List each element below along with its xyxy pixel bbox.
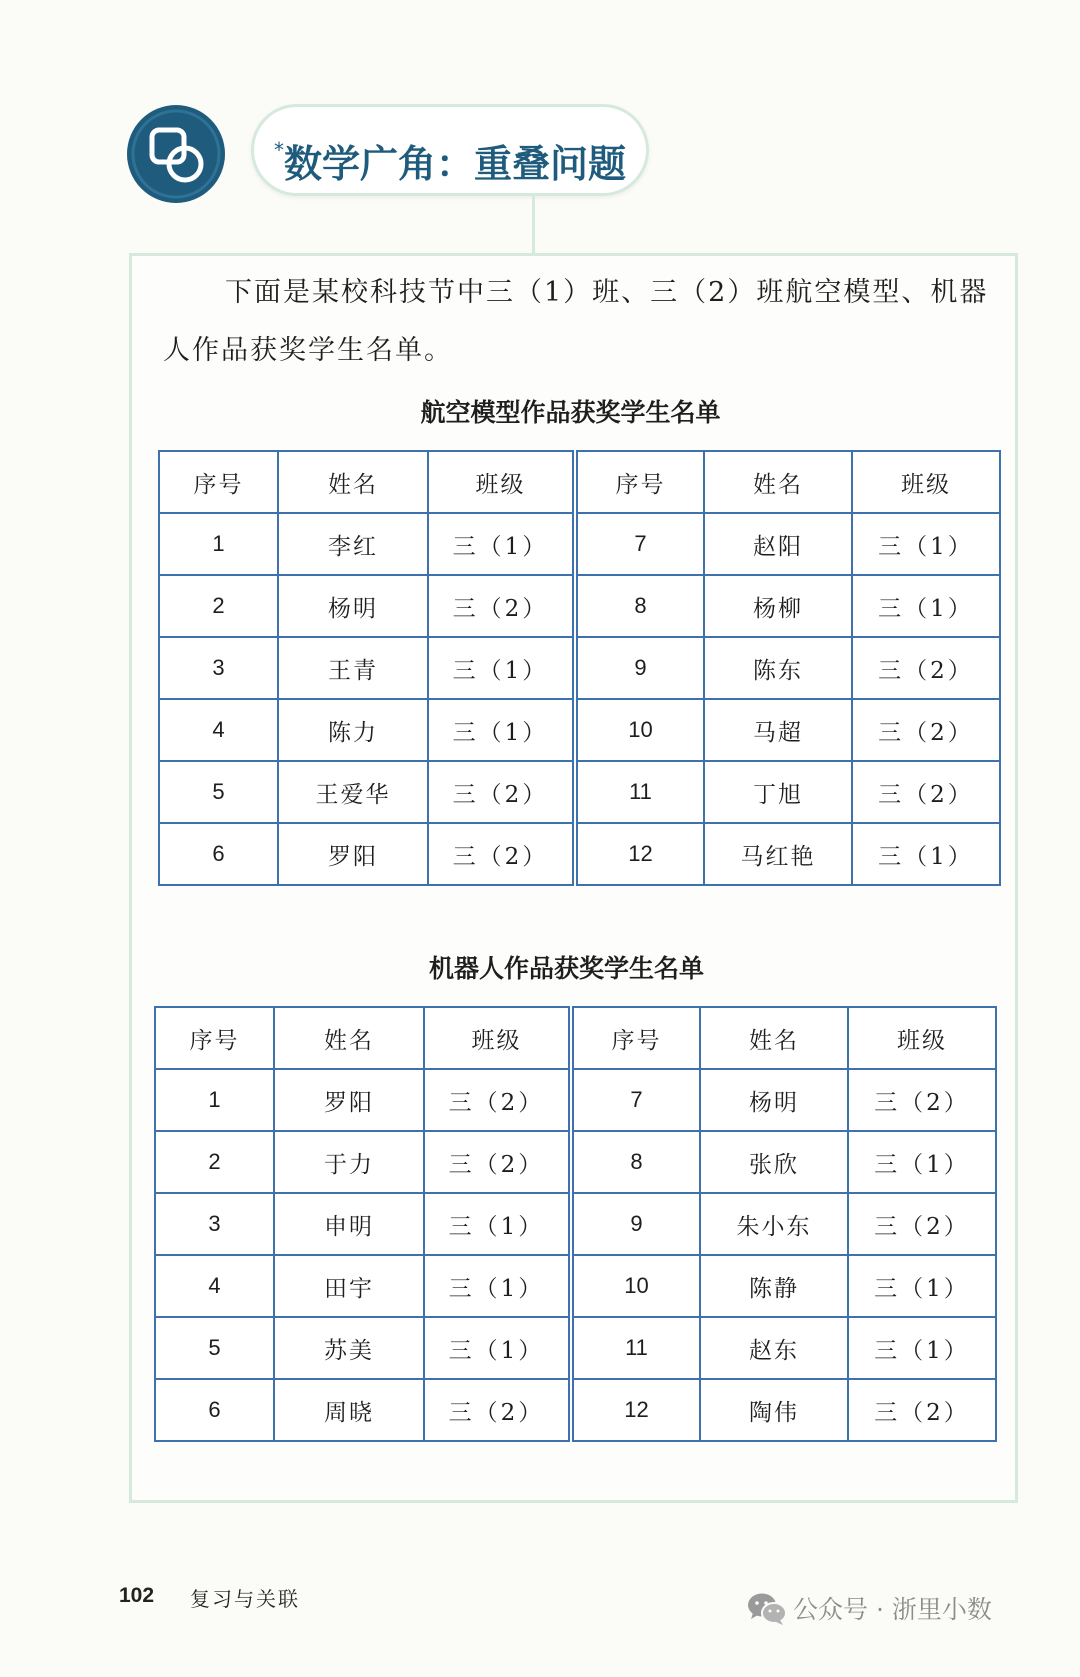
table-row (159, 699, 1000, 761)
table-cell-name: 朱小东 (700, 1193, 848, 1255)
wechat-icon (747, 1592, 787, 1626)
table-cell-number: 3 (159, 637, 278, 699)
column-header-number: 序号 (155, 1007, 274, 1069)
table-header-row (155, 1007, 996, 1069)
aviation-table-caption: 航空模型作品获奖学生名单 (420, 398, 721, 427)
table-cell-class: 三（2） (428, 761, 575, 823)
table-cell-class: 三（2） (852, 761, 1000, 823)
table-cell-class: 三（1） (852, 823, 1000, 885)
table-row (155, 1379, 996, 1441)
table-row (159, 575, 1000, 637)
table-cell-class: 三（1） (428, 699, 575, 761)
chapter-title-text: 数学广角：重叠问题 (284, 142, 627, 186)
table-cell-name: 陶伟 (700, 1379, 848, 1441)
table-cell-number: 4 (159, 699, 278, 761)
table-cell-class: 三（2） (428, 823, 575, 885)
table-row (155, 1131, 996, 1193)
table-cell-number: 2 (159, 575, 278, 637)
table-row (155, 1317, 996, 1379)
table-cell-class: 三（1） (848, 1131, 996, 1193)
table-cell-number: 12 (575, 823, 704, 885)
table-row (159, 637, 1000, 699)
table-cell-name: 王青 (278, 637, 428, 699)
table-cell-name: 杨明 (700, 1069, 848, 1131)
table-cell-name: 陈力 (278, 699, 428, 761)
table-cell-class: 三（2） (848, 1379, 996, 1441)
table-cell-name: 罗阳 (274, 1069, 424, 1131)
table-cell-class: 三（2） (852, 699, 1000, 761)
table-cell-name: 张欣 (700, 1131, 848, 1193)
table-cell-number: 6 (159, 823, 278, 885)
robot-award-table (154, 1006, 997, 1442)
table-cell-name: 罗阳 (278, 823, 428, 885)
table-cell-name: 田宇 (274, 1255, 424, 1317)
table-cell-name: 陈静 (700, 1255, 848, 1317)
watermark-text: 公众号 · 浙里小数 (793, 1595, 992, 1624)
table-cell-number: 11 (575, 761, 704, 823)
overlapping-shapes-icon (126, 104, 226, 204)
column-header-name: 姓名 (700, 1007, 848, 1069)
table-cell-class: 三（1） (424, 1255, 571, 1317)
table-cell-class: 三（1） (852, 575, 1000, 637)
table-cell-number: 5 (155, 1317, 274, 1379)
chapter-title (251, 104, 649, 196)
table-cell-number: 2 (155, 1131, 274, 1193)
title-connector (532, 194, 535, 254)
table-row (159, 513, 1000, 575)
table-cell-number: 5 (159, 761, 278, 823)
table-cell-class: 三（1） (852, 513, 1000, 575)
table-cell-name: 周晓 (274, 1379, 424, 1441)
aviation-award-table (158, 450, 1001, 886)
footer-section-title: 复习与关联 (190, 1587, 300, 1611)
table-cell-number: 1 (159, 513, 278, 575)
table-cell-name: 王爱华 (278, 761, 428, 823)
table-cell-number: 8 (571, 1131, 700, 1193)
column-header-number: 序号 (159, 451, 278, 513)
table-row (155, 1069, 996, 1131)
table-cell-name: 马红艳 (704, 823, 852, 885)
table-cell-class: 三（2） (424, 1069, 571, 1131)
table-cell-class: 三（1） (848, 1255, 996, 1317)
table-cell-name: 马超 (704, 699, 852, 761)
table-cell-number: 6 (155, 1379, 274, 1441)
table-cell-name: 赵东 (700, 1317, 848, 1379)
column-header-class: 班级 (428, 451, 575, 513)
table-cell-number: 8 (575, 575, 704, 637)
table-cell-name: 申明 (274, 1193, 424, 1255)
table-cell-number: 7 (575, 513, 704, 575)
table-header-row (159, 451, 1000, 513)
optional-content-mark: * (274, 138, 284, 162)
column-header-number: 序号 (575, 451, 704, 513)
table-cell-name: 于力 (274, 1131, 424, 1193)
table-cell-class: 三（1） (428, 513, 575, 575)
column-header-class: 班级 (424, 1007, 571, 1069)
table-cell-class: 三（2） (424, 1131, 571, 1193)
column-header-name: 姓名 (274, 1007, 424, 1069)
table-cell-number: 9 (575, 637, 704, 699)
table-cell-number: 11 (571, 1317, 700, 1379)
table-cell-number: 3 (155, 1193, 274, 1255)
table-cell-number: 4 (155, 1255, 274, 1317)
table-row (155, 1193, 996, 1255)
table-row (155, 1255, 996, 1317)
table-cell-number: 10 (571, 1255, 700, 1317)
table-cell-name: 丁旭 (704, 761, 852, 823)
table-cell-name: 陈东 (704, 637, 852, 699)
table-cell-name: 苏美 (274, 1317, 424, 1379)
intro-paragraph: 下面是某校科技节中三（1）班、三（2）班航空模型、机器人作品获奖学生名单。 (163, 277, 989, 366)
table-cell-class: 三（1） (424, 1317, 571, 1379)
robot-table-caption: 机器人作品获奖学生名单 (428, 954, 704, 983)
table-cell-class: 三（1） (424, 1193, 571, 1255)
page-number: 102 (119, 1584, 155, 1607)
table-cell-name: 杨柳 (704, 575, 852, 637)
table-cell-number: 7 (571, 1069, 700, 1131)
table-cell-number: 10 (575, 699, 704, 761)
table-cell-class: 三（1） (428, 637, 575, 699)
column-header-number: 序号 (571, 1007, 700, 1069)
table-cell-name: 杨明 (278, 575, 428, 637)
table-cell-class: 三（2） (424, 1379, 571, 1441)
table-cell-class: 三（2） (848, 1193, 996, 1255)
column-header-name: 姓名 (278, 451, 428, 513)
table-row (159, 761, 1000, 823)
table-cell-number: 1 (155, 1069, 274, 1131)
table-cell-class: 三（2） (848, 1069, 996, 1131)
column-header-class: 班级 (852, 451, 1000, 513)
table-cell-number: 9 (571, 1193, 700, 1255)
table-cell-class: 三（1） (848, 1317, 996, 1379)
table-cell-number: 12 (571, 1379, 700, 1441)
table-cell-name: 李红 (278, 513, 428, 575)
column-header-name: 姓名 (704, 451, 852, 513)
table-cell-name: 赵阳 (704, 513, 852, 575)
column-header-class: 班级 (848, 1007, 996, 1069)
table-cell-class: 三（2） (428, 575, 575, 637)
table-cell-class: 三（2） (852, 637, 1000, 699)
table-row (159, 823, 1000, 885)
